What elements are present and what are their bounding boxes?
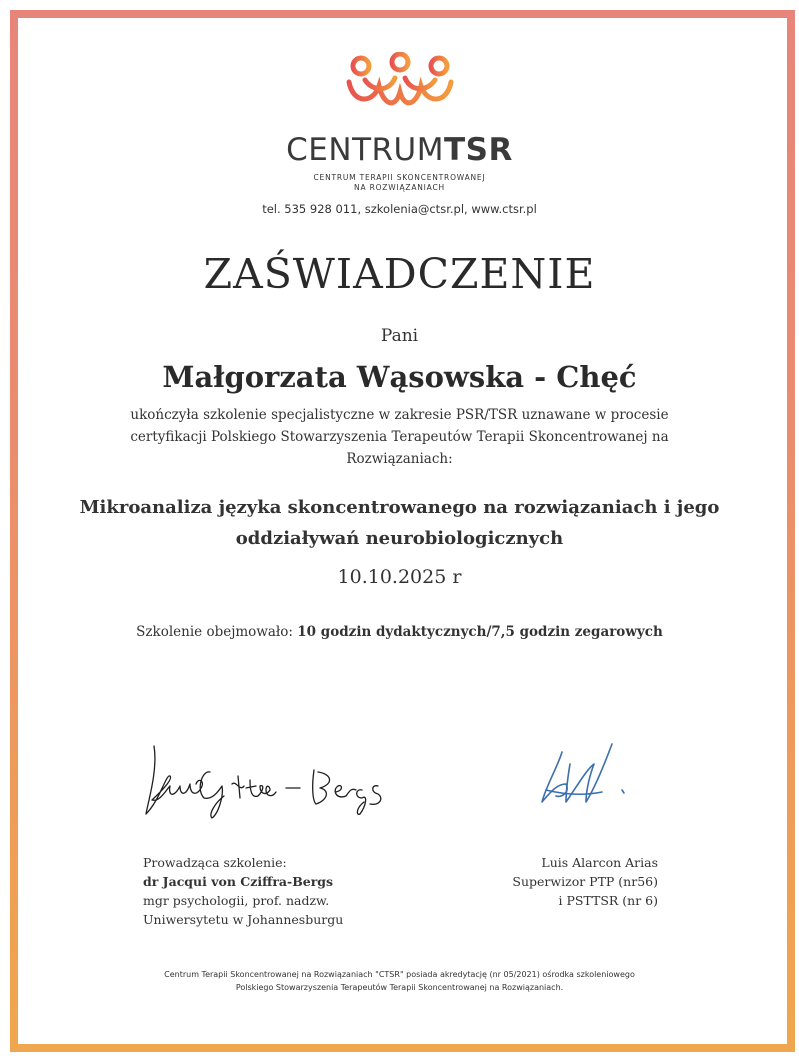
- course-title: [0, 492, 799, 554]
- brand-subtitle: CENTRUM TERAPII SKONCENTROWANEJ NA ROZWIĄZANIACH: [313, 173, 486, 192]
- course-scope: [0, 624, 799, 640]
- signatory-right: [512, 853, 658, 910]
- certificate-heading: ZAŚWIADCZENIE: [203, 250, 596, 298]
- course-title-line: Mikroanaliza języka skoncentrowanego na rozwiązaniach i jego: [79, 497, 720, 518]
- accreditation-footer: [0, 968, 799, 994]
- footer-line: Centrum Terapii Skoncentrowanej na Rozwiązaniach "CTSR" posiada akredytację (nr 05/2021) ośrodka szkoleniowego: [164, 970, 635, 979]
- signature-left: [140, 740, 395, 830]
- signatory-left-title: Uniwersytetu w Johannesburgu: [143, 912, 344, 927]
- scope-value: 10 godzin dydaktycznych/7,5 godzin zegarowych: [297, 624, 663, 640]
- recipient-name: Małgorzata Wąsowska - Chęć: [162, 360, 637, 394]
- signatory-left: [143, 853, 343, 929]
- description-line: ukończyła szkolenie specjalistyczne w zakresie PSR/TSR uznawane w procesie: [130, 407, 669, 423]
- completion-description: [0, 404, 799, 470]
- signature-right: [532, 740, 642, 810]
- contact-info: tel. 535 928 011, szkolenia@ctsr.pl, www.ctsr.pl: [262, 202, 537, 216]
- course-date: 10.10.2025 r: [337, 566, 462, 588]
- signatory-left-name: dr Jacqui von Cziffra-Bergs: [143, 874, 334, 889]
- scope-label: Szkolenie obejmowało:: [136, 624, 293, 640]
- signatory-right-title: Superwizor PTP (nr56): [512, 874, 658, 889]
- footer-line: Polskiego Stowarzyszenia Terapeutów Terapii Skoncentrowanej na Rozwiązaniach.: [235, 983, 564, 992]
- description-line: certyfikacji Polskiego Stowarzyszenia Terapeutów Terapii Skoncentrowanej na: [130, 429, 669, 445]
- description-line: Rozwiązaniach:: [346, 451, 453, 467]
- signatory-right-title: i PSTTSR (nr 6): [558, 893, 658, 908]
- signatory-right-name: Luis Alarcon Arias: [541, 855, 658, 870]
- signatory-left-role: Prowadząca szkolenie:: [143, 855, 287, 870]
- brand-name: CENTRUMTSR: [286, 132, 513, 168]
- salutation: Pani: [380, 326, 419, 346]
- signatory-left-title: mgr psychologii, prof. nadzw.: [143, 893, 330, 908]
- course-title-line: oddziaływań neurobiologicznych: [235, 528, 564, 549]
- ctsr-logo-icon: [343, 52, 457, 114]
